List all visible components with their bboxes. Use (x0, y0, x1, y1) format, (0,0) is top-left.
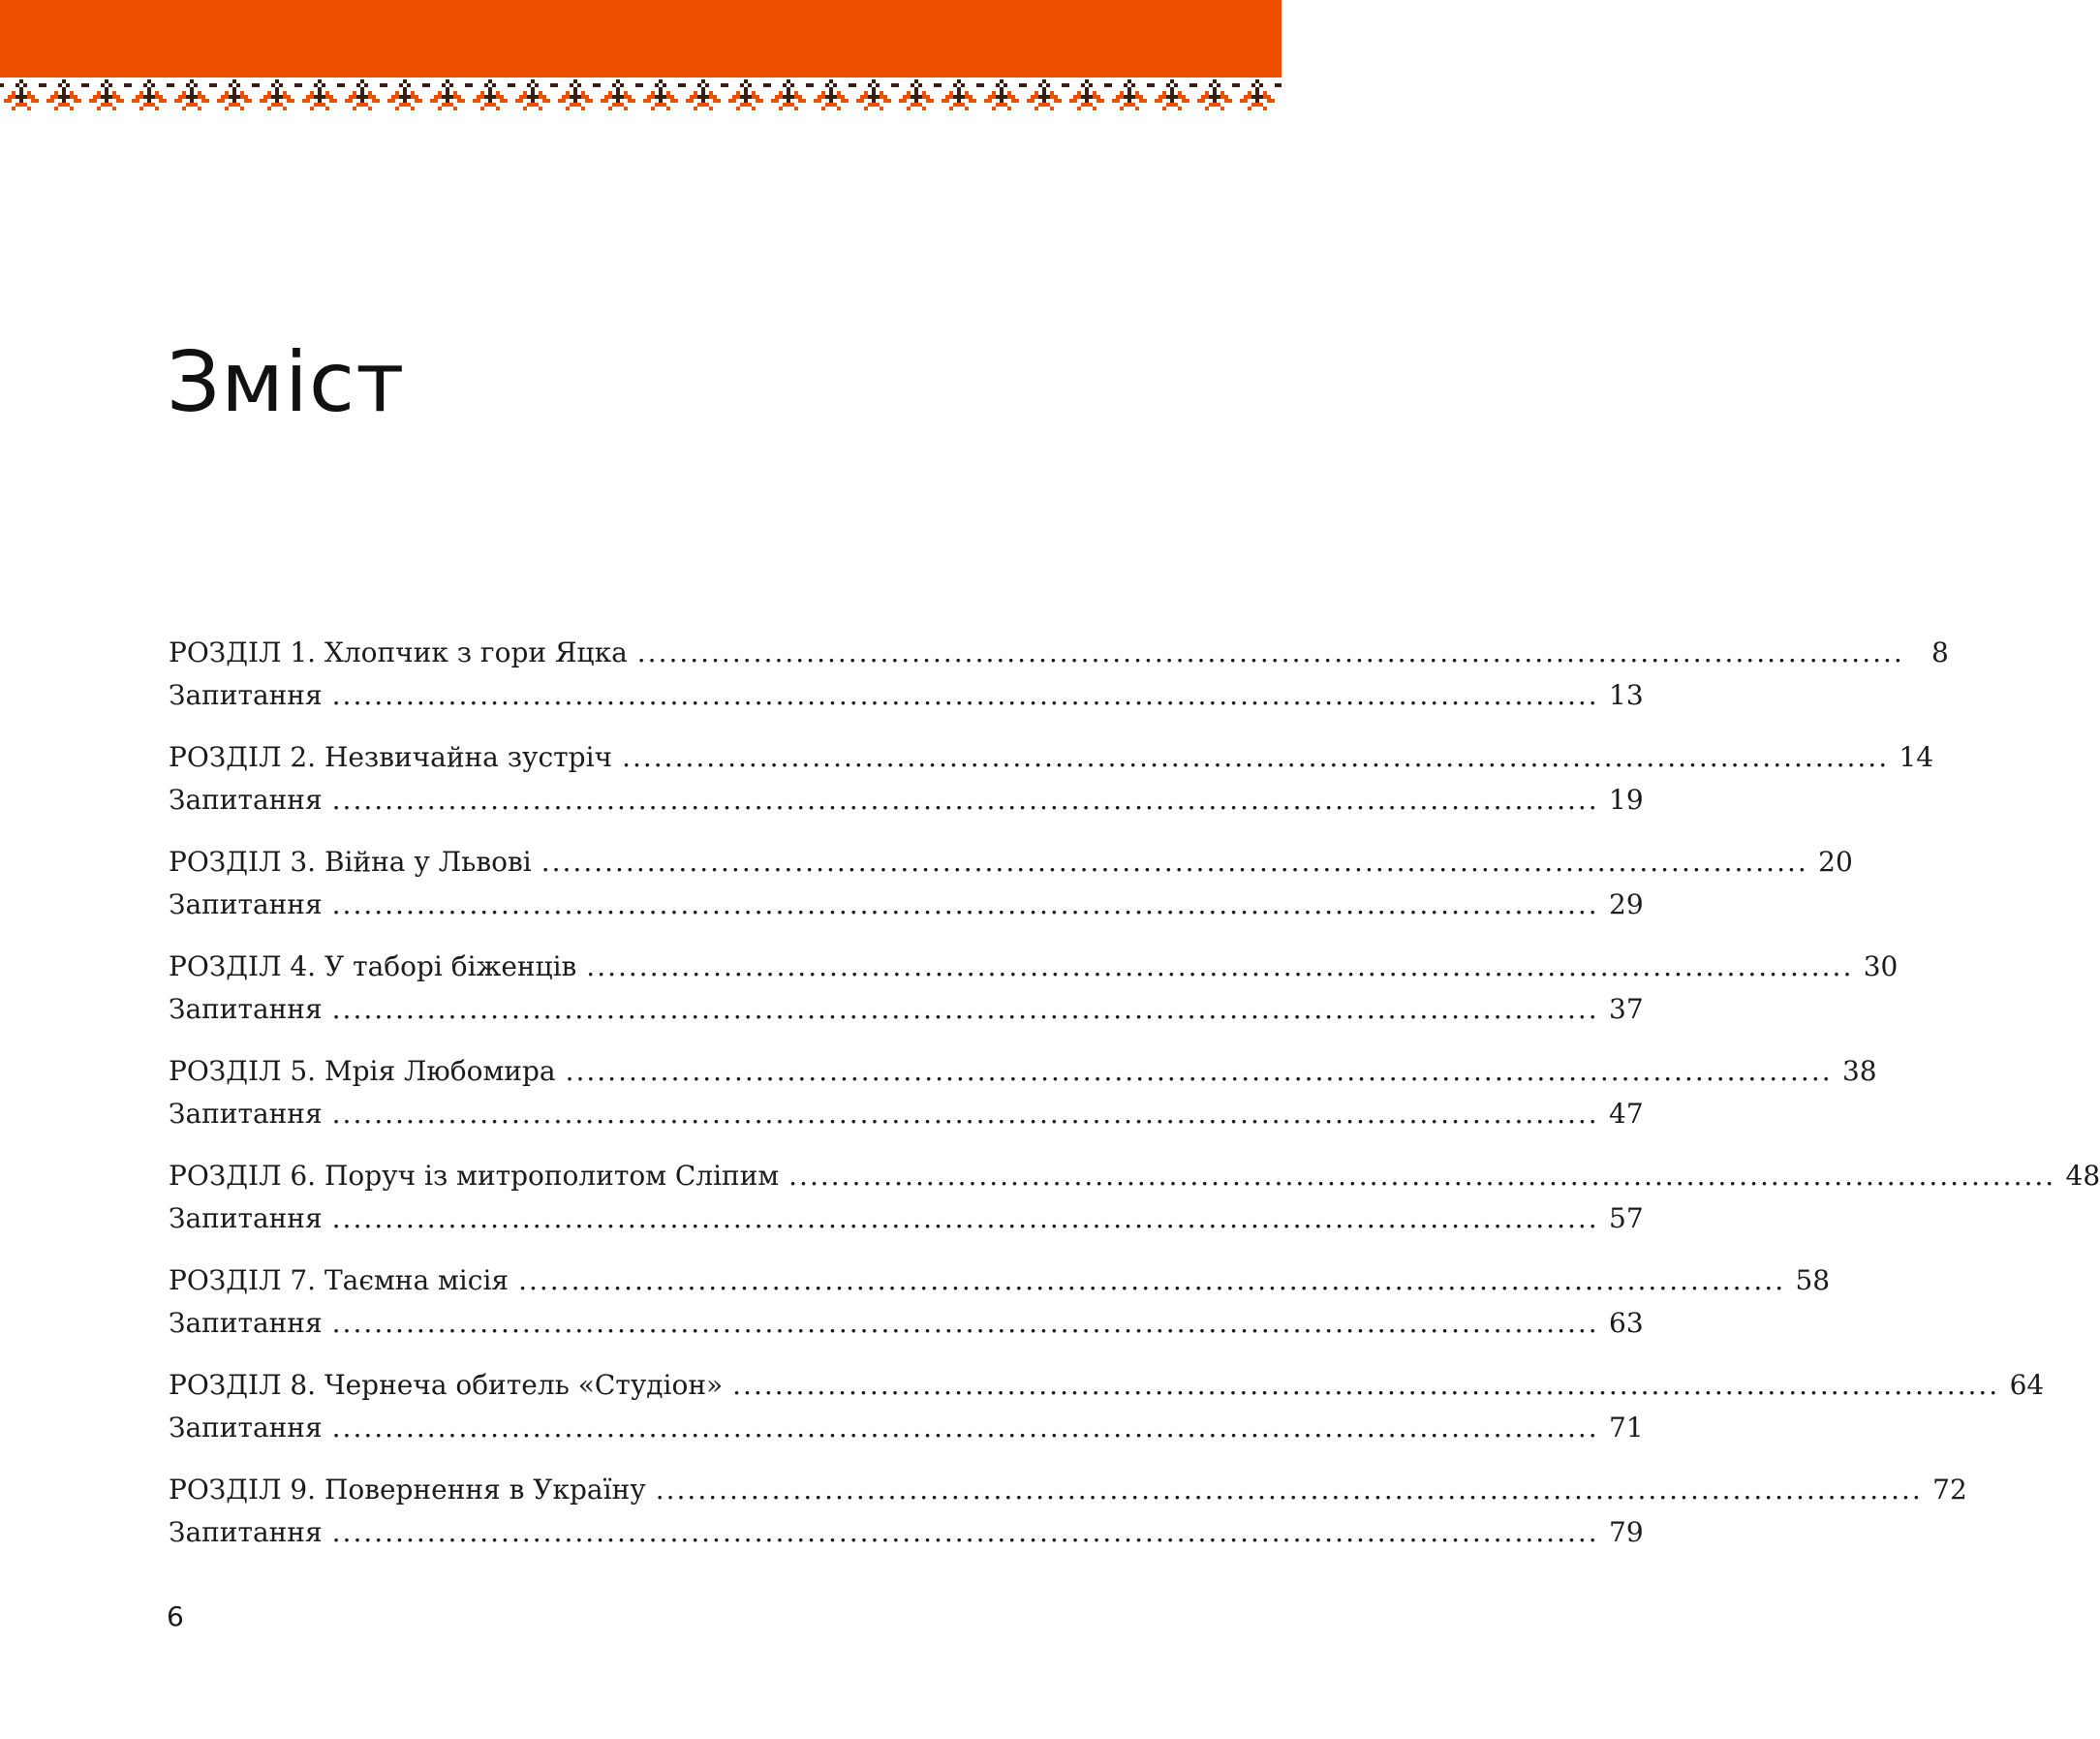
page-number: 6 (167, 1600, 184, 1632)
toc-questions-page: 37 (1609, 993, 1644, 1025)
toc-dot-leader: ........................................................................................................................ (331, 888, 1599, 920)
toc-chapter-page: 8 (1930, 637, 1949, 668)
toc-group (169, 841, 1853, 926)
toc-dot-leader: ........................................................................................................................ (636, 637, 1904, 668)
toc-dot-leader: ........................................................................................................................ (331, 679, 1599, 711)
toc-chapter-entry (169, 946, 1899, 988)
toc-dot-leader: ........................................................................................................................ (732, 1369, 2000, 1401)
toc-group (169, 946, 1899, 1031)
toc-questions-entry (169, 779, 1644, 822)
toc-list (169, 632, 2100, 1554)
toc-group (169, 1050, 1877, 1135)
toc-chapter-title: РОЗДІЛ 8. Чернеча обитель «Студіон» (169, 1369, 724, 1401)
toc-group (169, 1259, 1831, 1345)
toc-chapter-entry (169, 736, 1934, 779)
toc-dot-leader: ........................................................................................................................ (788, 1160, 2056, 1192)
toc-questions-title: Запитання (169, 1202, 323, 1234)
toc-chapter-title: РОЗДІЛ 3. Війна у Львові (169, 846, 532, 878)
toc-chapter-page: 38 (1841, 1055, 1877, 1087)
toc-chapter-page: 30 (1863, 950, 1899, 982)
toc-chapter-page: 64 (2009, 1369, 2045, 1401)
toc-dot-leader: ........................................................................................................................ (565, 1055, 1833, 1087)
toc-questions-page: 13 (1609, 679, 1644, 711)
toc-questions-entry (169, 1511, 1644, 1554)
toc-chapter-title: РОЗДІЛ 9. Повернення в Україну (169, 1474, 646, 1506)
toc-questions-title: Запитання (169, 1307, 323, 1339)
toc-dot-leader: ........................................................................................................................ (331, 1307, 1599, 1339)
toc-chapter-page: 72 (1932, 1474, 1967, 1506)
toc-group (169, 1469, 1967, 1554)
toc-chapter-title: РОЗДІЛ 2. Незвичайна зустріч (169, 741, 613, 773)
toc-chapter-entry (169, 1050, 1877, 1093)
toc-questions-entry (169, 1407, 1644, 1449)
toc-chapter-title: РОЗДІЛ 1. Хлопчик з гори Яцка (169, 637, 628, 668)
toc-chapter-entry (169, 1364, 2045, 1407)
embroidery-ornament-border (0, 78, 1282, 120)
toc-questions-entry (169, 1302, 1644, 1345)
toc-questions-entry (169, 988, 1644, 1031)
toc-chapter-title: РОЗДІЛ 4. У таборі біженців (169, 950, 577, 982)
toc-group (169, 1364, 2045, 1449)
toc-chapter-title: РОЗДІЛ 6. Поруч із митрополитом Сліпим (169, 1160, 780, 1192)
toc-questions-entry (169, 1093, 1644, 1135)
toc-dot-leader: ........................................................................................................................ (331, 784, 1599, 816)
toc-questions-entry (169, 884, 1644, 926)
toc-dot-leader: ........................................................................................................................ (586, 950, 1854, 982)
toc-chapter-title: РОЗДІЛ 5. Мрія Любомира (169, 1055, 556, 1087)
toc-questions-title: Запитання (169, 1516, 323, 1548)
toc-dot-leader: ........................................................................................................................ (518, 1264, 1786, 1296)
toc-group (169, 1155, 2100, 1240)
toc-questions-entry (169, 1197, 1644, 1240)
toc-questions-title: Запитання (169, 1412, 323, 1444)
toc-questions-page: 47 (1609, 1098, 1644, 1130)
toc-dot-leader: ........................................................................................................................ (331, 1412, 1599, 1444)
toc-questions-page: 19 (1609, 784, 1644, 816)
toc-chapter-title: РОЗДІЛ 7. Таємна місія (169, 1264, 510, 1296)
toc-dot-leader: ........................................................................................................................ (331, 1098, 1599, 1130)
toc-chapter-entry (169, 841, 1853, 884)
toc-chapter-page: 48 (2065, 1160, 2100, 1192)
toc-questions-page: 79 (1609, 1516, 1644, 1548)
toc-group (169, 736, 1934, 822)
toc-questions-page: 71 (1609, 1412, 1644, 1444)
toc-chapter-page: 58 (1795, 1264, 1831, 1296)
toc-chapter-entry (169, 632, 1949, 674)
toc-chapter-entry (169, 1155, 2100, 1197)
toc-chapter-page: 14 (1899, 741, 1934, 773)
toc-questions-title: Запитання (169, 784, 323, 816)
toc-dot-leader: ........................................................................................................................ (331, 1202, 1599, 1234)
table-of-contents (169, 632, 2100, 1573)
toc-questions-page: 57 (1609, 1202, 1644, 1234)
toc-questions-page: 63 (1609, 1307, 1644, 1339)
toc-questions-title: Запитання (169, 993, 323, 1025)
toc-chapter-page: 20 (1818, 846, 1853, 878)
toc-chapter-entry (169, 1259, 1831, 1302)
toc-dot-leader: ........................................................................................................................ (622, 741, 1890, 773)
toc-questions-page: 29 (1609, 888, 1644, 920)
orange-top-band (0, 0, 1282, 78)
toc-dot-leader: ........................................................................................................................ (331, 993, 1599, 1025)
toc-questions-entry (169, 674, 1644, 717)
toc-chapter-entry (169, 1469, 1967, 1511)
toc-group (169, 632, 1949, 717)
toc-dot-leader: ........................................................................................................................ (655, 1474, 1923, 1506)
toc-dot-leader: ........................................................................................................................ (331, 1516, 1599, 1548)
toc-questions-title: Запитання (169, 679, 323, 711)
toc-questions-title: Запитання (169, 888, 323, 920)
toc-dot-leader: ........................................................................................................................ (540, 846, 1808, 878)
page-title: Зміст (167, 334, 406, 431)
toc-questions-title: Запитання (169, 1098, 323, 1130)
